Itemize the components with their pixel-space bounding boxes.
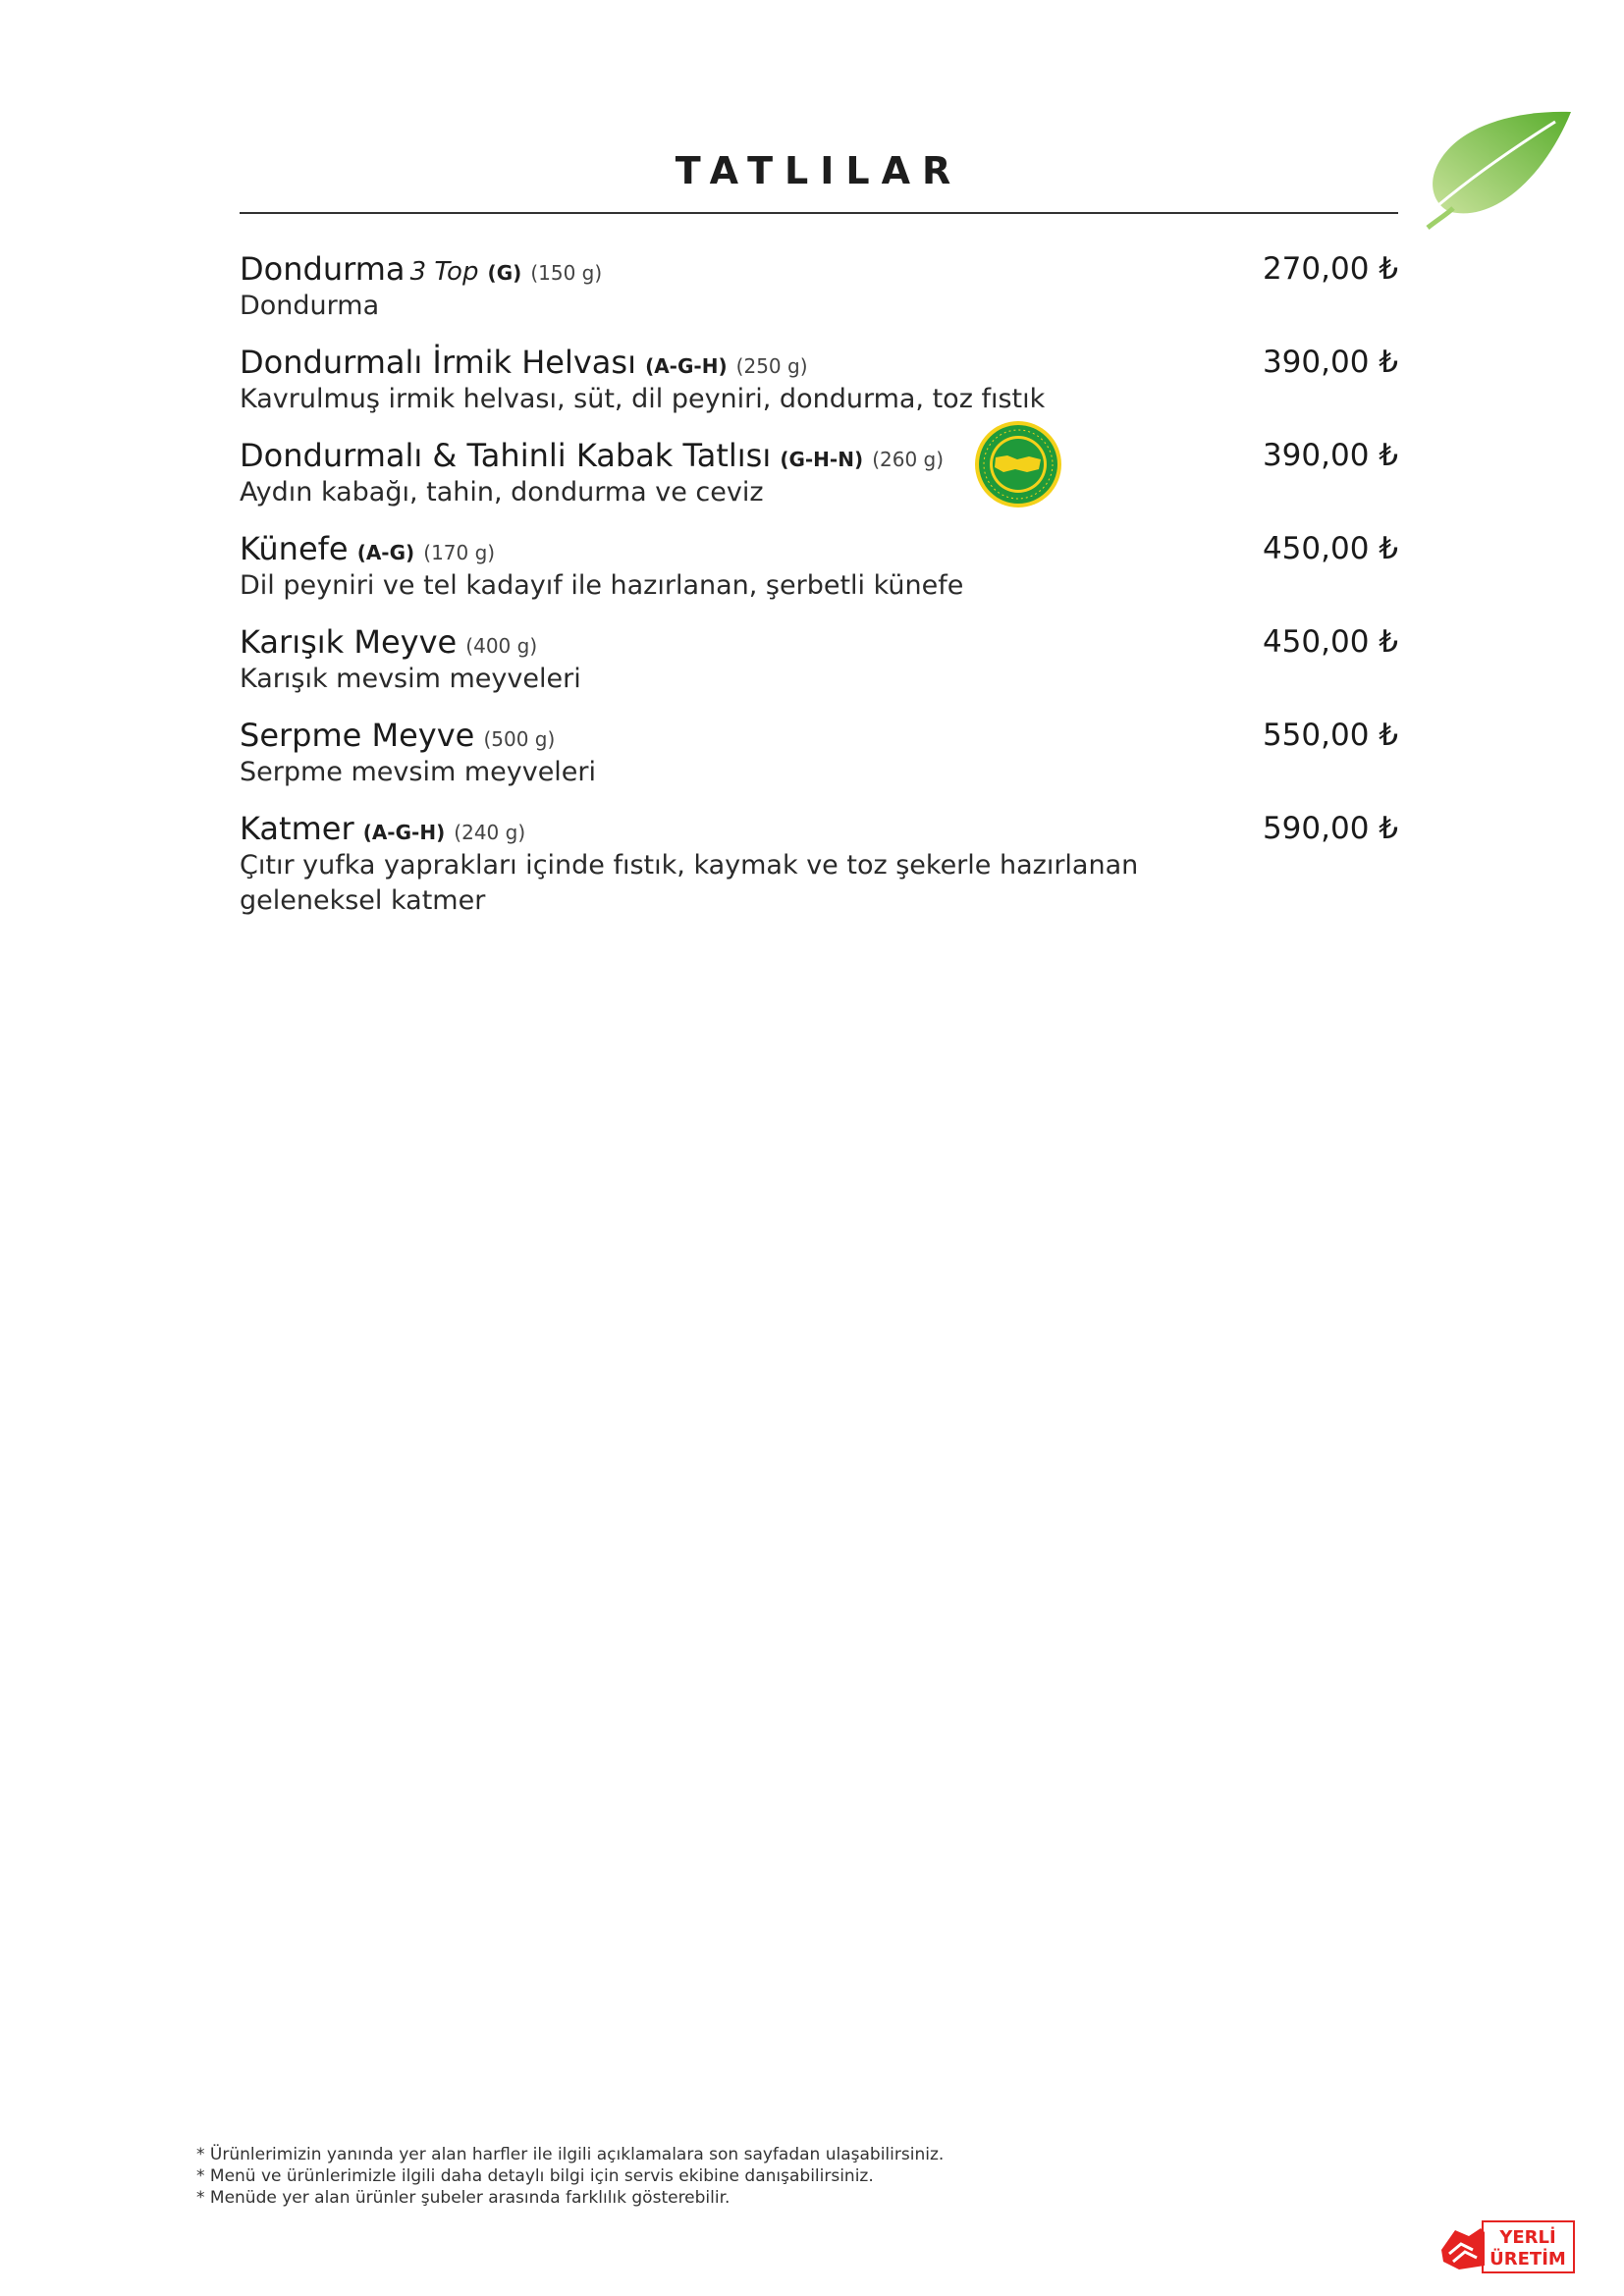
item-weight: (250 g)	[735, 354, 808, 378]
logo-line1: YERLİ	[1499, 2227, 1556, 2248]
logo-line2: ÜRETİM	[1489, 2249, 1566, 2269]
menu-item	[240, 343, 1398, 436]
item-allergens: (A-G)	[356, 541, 415, 564]
item-weight: (150 g)	[530, 261, 603, 285]
item-description: Çıtır yufka yaprakları içinde fıstık, kaymak ve toz şekerle hazırlanan geleneksel katmer	[240, 850, 1139, 916]
item-weight: (170 g)	[423, 541, 496, 564]
item-description: Dondurma	[240, 291, 380, 321]
leaf-icon	[1398, 106, 1573, 238]
item-weight: (500 g)	[483, 727, 556, 751]
menu-item	[240, 529, 1398, 622]
item-name: Künefe	[240, 530, 349, 567]
menu-item	[240, 809, 1398, 941]
item-allergens: (A-G-H)	[645, 354, 728, 378]
geographical-indication-badge-icon	[974, 420, 1062, 508]
item-allergens: (A-G-H)	[362, 821, 446, 844]
item-weight: (240 g)	[454, 821, 526, 844]
item-weight: (260 g)	[872, 448, 945, 471]
item-allergens: (G-H-N)	[780, 448, 864, 471]
title-divider	[240, 212, 1398, 214]
item-name: Dondurmalı İrmik Helvası	[240, 344, 636, 381]
item-name: Dondurma	[240, 250, 406, 288]
footer-note: * Menü ve ürünlerimizle ilgili daha detaylı bilgi için servis ekibine danışabilirsiniz.	[196, 2166, 874, 2186]
item-variant: 3 Top	[409, 257, 479, 287]
item-price: 590,00 ₺	[1262, 811, 1398, 846]
item-description: Aydın kabağı, tahin, dondurma ve ceviz	[240, 477, 764, 507]
item-name: Dondurmalı & Tahinli Kabak Tatlısı	[240, 437, 772, 474]
page-title: TATLILAR	[675, 149, 963, 192]
footer-note: * Ürünlerimizin yanında yer alan harfler ile ilgili açıklamalara son sayfadan ulaşabilirsiniz.	[196, 2145, 945, 2164]
item-description: Serpme mevsim meyveleri	[240, 757, 597, 787]
yerli-uretim-logo-icon	[1439, 2220, 1575, 2273]
item-description: Dil peyniri ve tel kadayıf ile hazırlanan, şerbetli künefe	[240, 570, 964, 601]
item-price: 390,00 ₺	[1262, 345, 1398, 380]
item-description: Karışık mevsim meyveleri	[240, 664, 581, 694]
item-allergens: (G)	[487, 261, 522, 285]
menu-item	[240, 716, 1398, 809]
dessert-menu	[240, 249, 1398, 941]
item-weight: (400 g)	[465, 634, 538, 658]
item-name: Serpme Meyve	[240, 717, 475, 754]
menu-item	[240, 622, 1398, 716]
item-price: 390,00 ₺	[1262, 438, 1398, 473]
item-price: 270,00 ₺	[1262, 251, 1398, 287]
menu-item	[240, 249, 1398, 343]
item-name: Katmer	[240, 810, 354, 847]
item-price: 450,00 ₺	[1262, 624, 1398, 660]
footer-notes	[196, 2144, 944, 2209]
menu-item	[240, 436, 1398, 529]
item-name: Karışık Meyve	[240, 623, 458, 661]
footer-note: * Menüde yer alan ürünler şubeler arasında farklılık gösterebilir.	[196, 2188, 731, 2208]
item-price: 450,00 ₺	[1262, 531, 1398, 566]
item-description: Kavrulmuş irmik helvası, süt, dil peyniri, dondurma, toz fıstık	[240, 384, 1046, 414]
item-price: 550,00 ₺	[1262, 718, 1398, 753]
